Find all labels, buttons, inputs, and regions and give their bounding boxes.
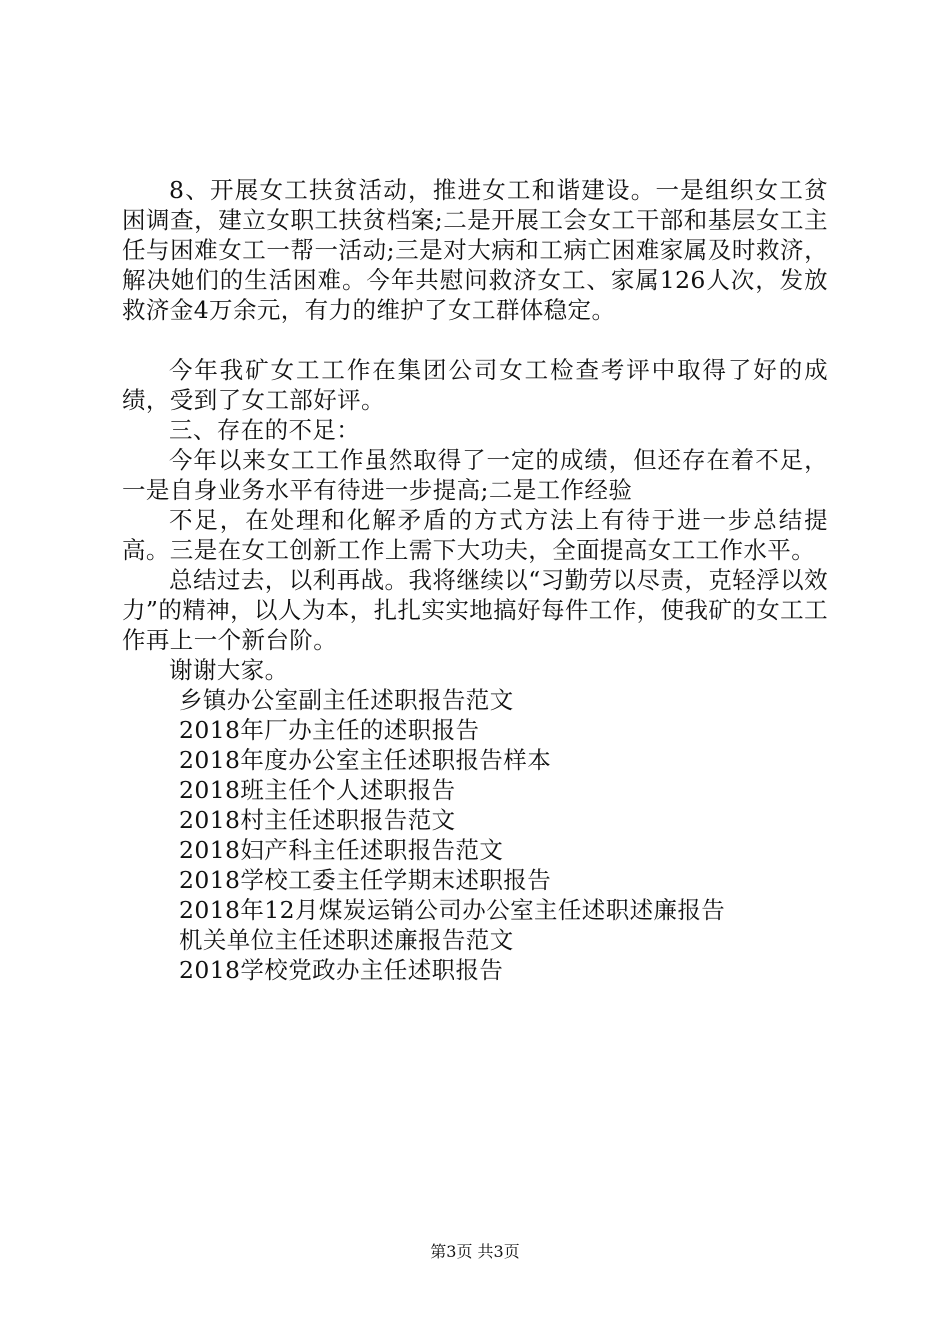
paragraph-thanks: 谢谢大家。 bbox=[169, 656, 289, 684]
paragraph-shortcomings-intro: 今年以来女工工作虽然取得了一定的成绩，但还存在着不足，一是自身业务水平有待进一步提高;二是工作经验 bbox=[122, 446, 828, 504]
paragraph-conclusion: 总结过去，以利再战。我将继续以“习勤劳以尽责，克轻浮以效力”的精神，以人为本，扎扎实实地搞好每件工作，使我矿的女工工作再上一个新台阶。 bbox=[122, 566, 828, 654]
related-title-item: 2018妇产科主任述职报告范文 bbox=[179, 836, 504, 864]
related-title-item: 2018学校党政办主任述职报告 bbox=[179, 956, 504, 984]
related-title-item: 2018年12月煤炭运销公司办公室主任述职述廉报告 bbox=[179, 896, 726, 924]
related-title-item: 机关单位主任述职述廉报告范文 bbox=[179, 926, 514, 954]
related-title-item: 2018学校工委主任学期末述职报告 bbox=[179, 866, 552, 894]
page-footer bbox=[0, 1241, 950, 1263]
related-title-item: 2018班主任个人述职报告 bbox=[179, 776, 456, 804]
page-number-label: 第3页 共3页 bbox=[430, 1242, 520, 1261]
related-title-item: 乡镇办公室副主任述职报告范文 bbox=[179, 686, 514, 714]
related-titles-list bbox=[122, 685, 828, 985]
document-body bbox=[122, 175, 828, 985]
section-heading-shortcomings: 三、存在的不足： bbox=[169, 416, 361, 444]
related-title-item: 2018年度办公室主任述职报告样本 bbox=[179, 746, 552, 774]
paragraph-women-poverty-relief: 8、开展女工扶贫活动，推进女工和谐建设。一是组织女工贫困调查，建立女职工扶贫档案;二是开展工会女工干部和基层女工主任与困难女工一帮一活动;三是对大病和工病亡困难家属及时救济，解决她们的生活困难。今年共慰问救济女工、家属126人次，发放救济金4万余元，有力的维护了女工群体稳定。 bbox=[122, 176, 828, 324]
paragraph-evaluation-result: 今年我矿女工工作在集团公司女工检查考评中取得了好的成绩，受到了女工部好评。 bbox=[122, 356, 828, 414]
paragraph-shortcomings-continued: 不足，在处理和化解矛盾的方式方法上有待于进一步总结提高。三是在女工创新工作上需下大功夫，全面提高女工工作水平。 bbox=[122, 506, 828, 564]
related-title-item: 2018年厂办主任的述职报告 bbox=[179, 716, 480, 744]
related-title-item: 2018村主任述职报告范文 bbox=[179, 806, 456, 834]
